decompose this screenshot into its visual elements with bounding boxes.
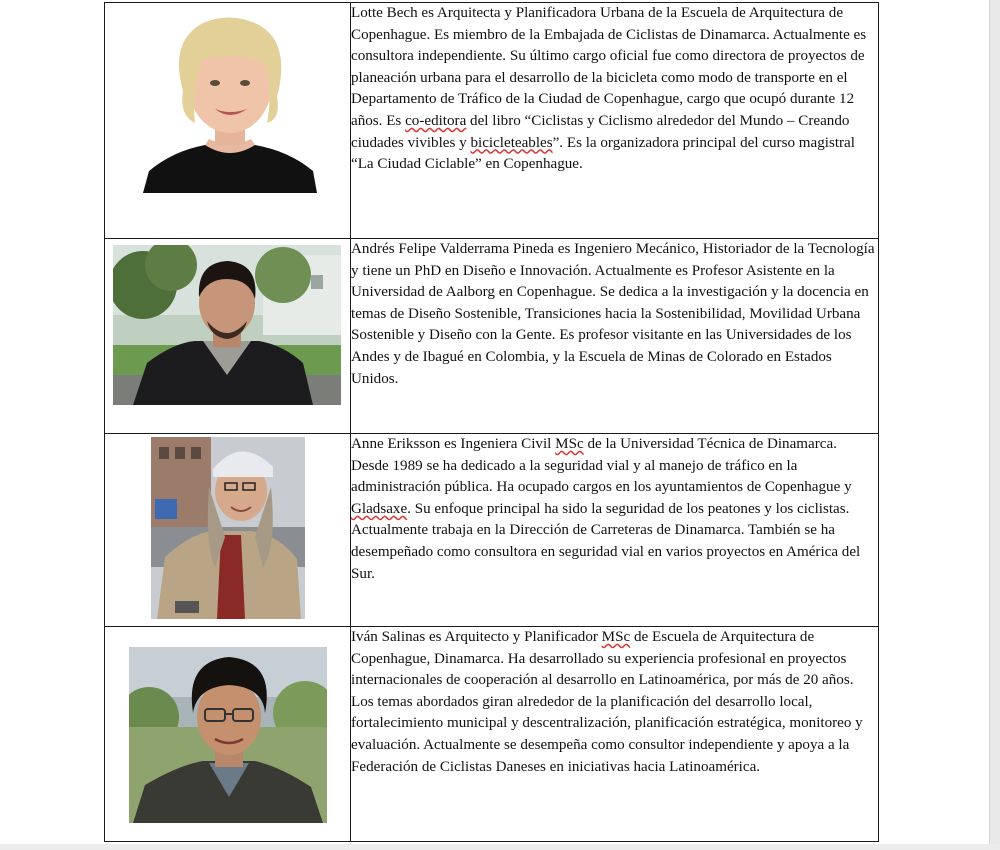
bio-text-andres-valderrama: Andrés Felipe Valderrama Pineda es Ingeniero Mecánico, Historiador de la Tecnología y tiene un PhD en Diseño e Innovación. Actualmente es Profesor Asistente en la Universidad de Aalborg en Copenhague. Se dedica a la investigación y la docencia en temas de Diseño Sostenible, Transiciones hacia la Sostenibilidad, Movilidad Urbana Sostenible y Diseño con la Gente. Es profesor visitante en las Universidades de los Andes y de Ibagué en Colombia, y la Escuela de Minas de Colorado en Estados Unidos. <box>351 241 875 387</box>
table-row <box>105 627 879 842</box>
spellcheck-underline: MSc <box>601 629 631 645</box>
table-row <box>105 239 879 434</box>
spellcheck-underline: bicicleteables <box>470 134 553 151</box>
bios-table <box>104 2 879 842</box>
photo-cell <box>105 239 351 434</box>
table-row <box>105 434 879 627</box>
spellcheck-underline: MSc <box>555 436 584 452</box>
bio-cell <box>351 3 879 239</box>
portrait-photo-anne-eriksson <box>151 437 305 619</box>
portrait-photo-ivan-salinas <box>129 647 327 823</box>
photo-cell <box>105 627 351 842</box>
bio-cell <box>351 627 879 842</box>
portrait-photo-lotte-bech <box>143 11 317 193</box>
window-bottom-edge <box>0 844 1000 850</box>
photo-cell <box>105 3 351 239</box>
bio-text-anne-eriksson: Anne Eriksson es Ingeniera Civil MSc de la Universidad Técnica de Dinamarca. Desde 1989 se ha dedicado a la seguridad vial y al manejo de tráfico en la administración pública. Ha ocupado cargos en los ayuntamientos de Copenhague y Gladsaxe. Su enfoque principal ha sido la seguridad de los peatones y los ciclistas. Actualmente trabaja en la Dirección de Carreteras de Dinamarca. También se ha desempeñado como consultora en seguridad vial en varios proyectos en América del Sur. <box>351 436 861 582</box>
bio-cell <box>351 434 879 627</box>
portrait-photo-andres-valderrama <box>113 245 341 405</box>
table-row <box>105 3 879 239</box>
bio-text-ivan-salinas: Iván Salinas es Arquitecto y Planificador MSc de Escuela de Arquitectura de Copenhague, Dinamarca. Ha desarrollado su experiencia profesional en proyectos internacionales de cooperación al desarrollo en Latinoamérica, por más de 20 años. Los temas abordados giran alrededor de la planificación del desarrollo local, fortalecimiento municipal y descentralización, planificación estratégica, monitoreo y evaluación. Actualmente se desempeña como consultor independiente y apoya a la Federación de Ciclistas Daneses en iniciativas hacia Latinoamérica. <box>351 629 863 775</box>
window-scrollbar-edge[interactable] <box>989 0 1000 850</box>
spellcheck-underline: Gladsaxe <box>351 500 408 517</box>
spellcheck-underline: co-editora <box>405 112 467 129</box>
bio-text-lotte-bech: Lotte Bech es Arquitecta y Planificadora Urbana de la Escuela de Arquitectura de Copenhague. Es miembro de la Embajada de Ciclistas de Dinamarca. Actualmente es consultora independiente. Su último cargo oficial fue como directora de proyectos de planeación urbana para el desarrollo de la bicicleta como modo de transporte en el Departamento de Tráfico de la Ciudad de Copenhague, cargo que ocupó durante 12 años. Es co-editora del libro “Ciclistas y Ciclismo alrededor del Mundo – Creando ciudades vivibles y bicicleteables”. Es la organizadora principal del curso magistral “La Ciudad Ciclable” en Copenhague. <box>351 5 867 173</box>
bio-cell <box>351 239 879 434</box>
photo-cell <box>105 434 351 627</box>
